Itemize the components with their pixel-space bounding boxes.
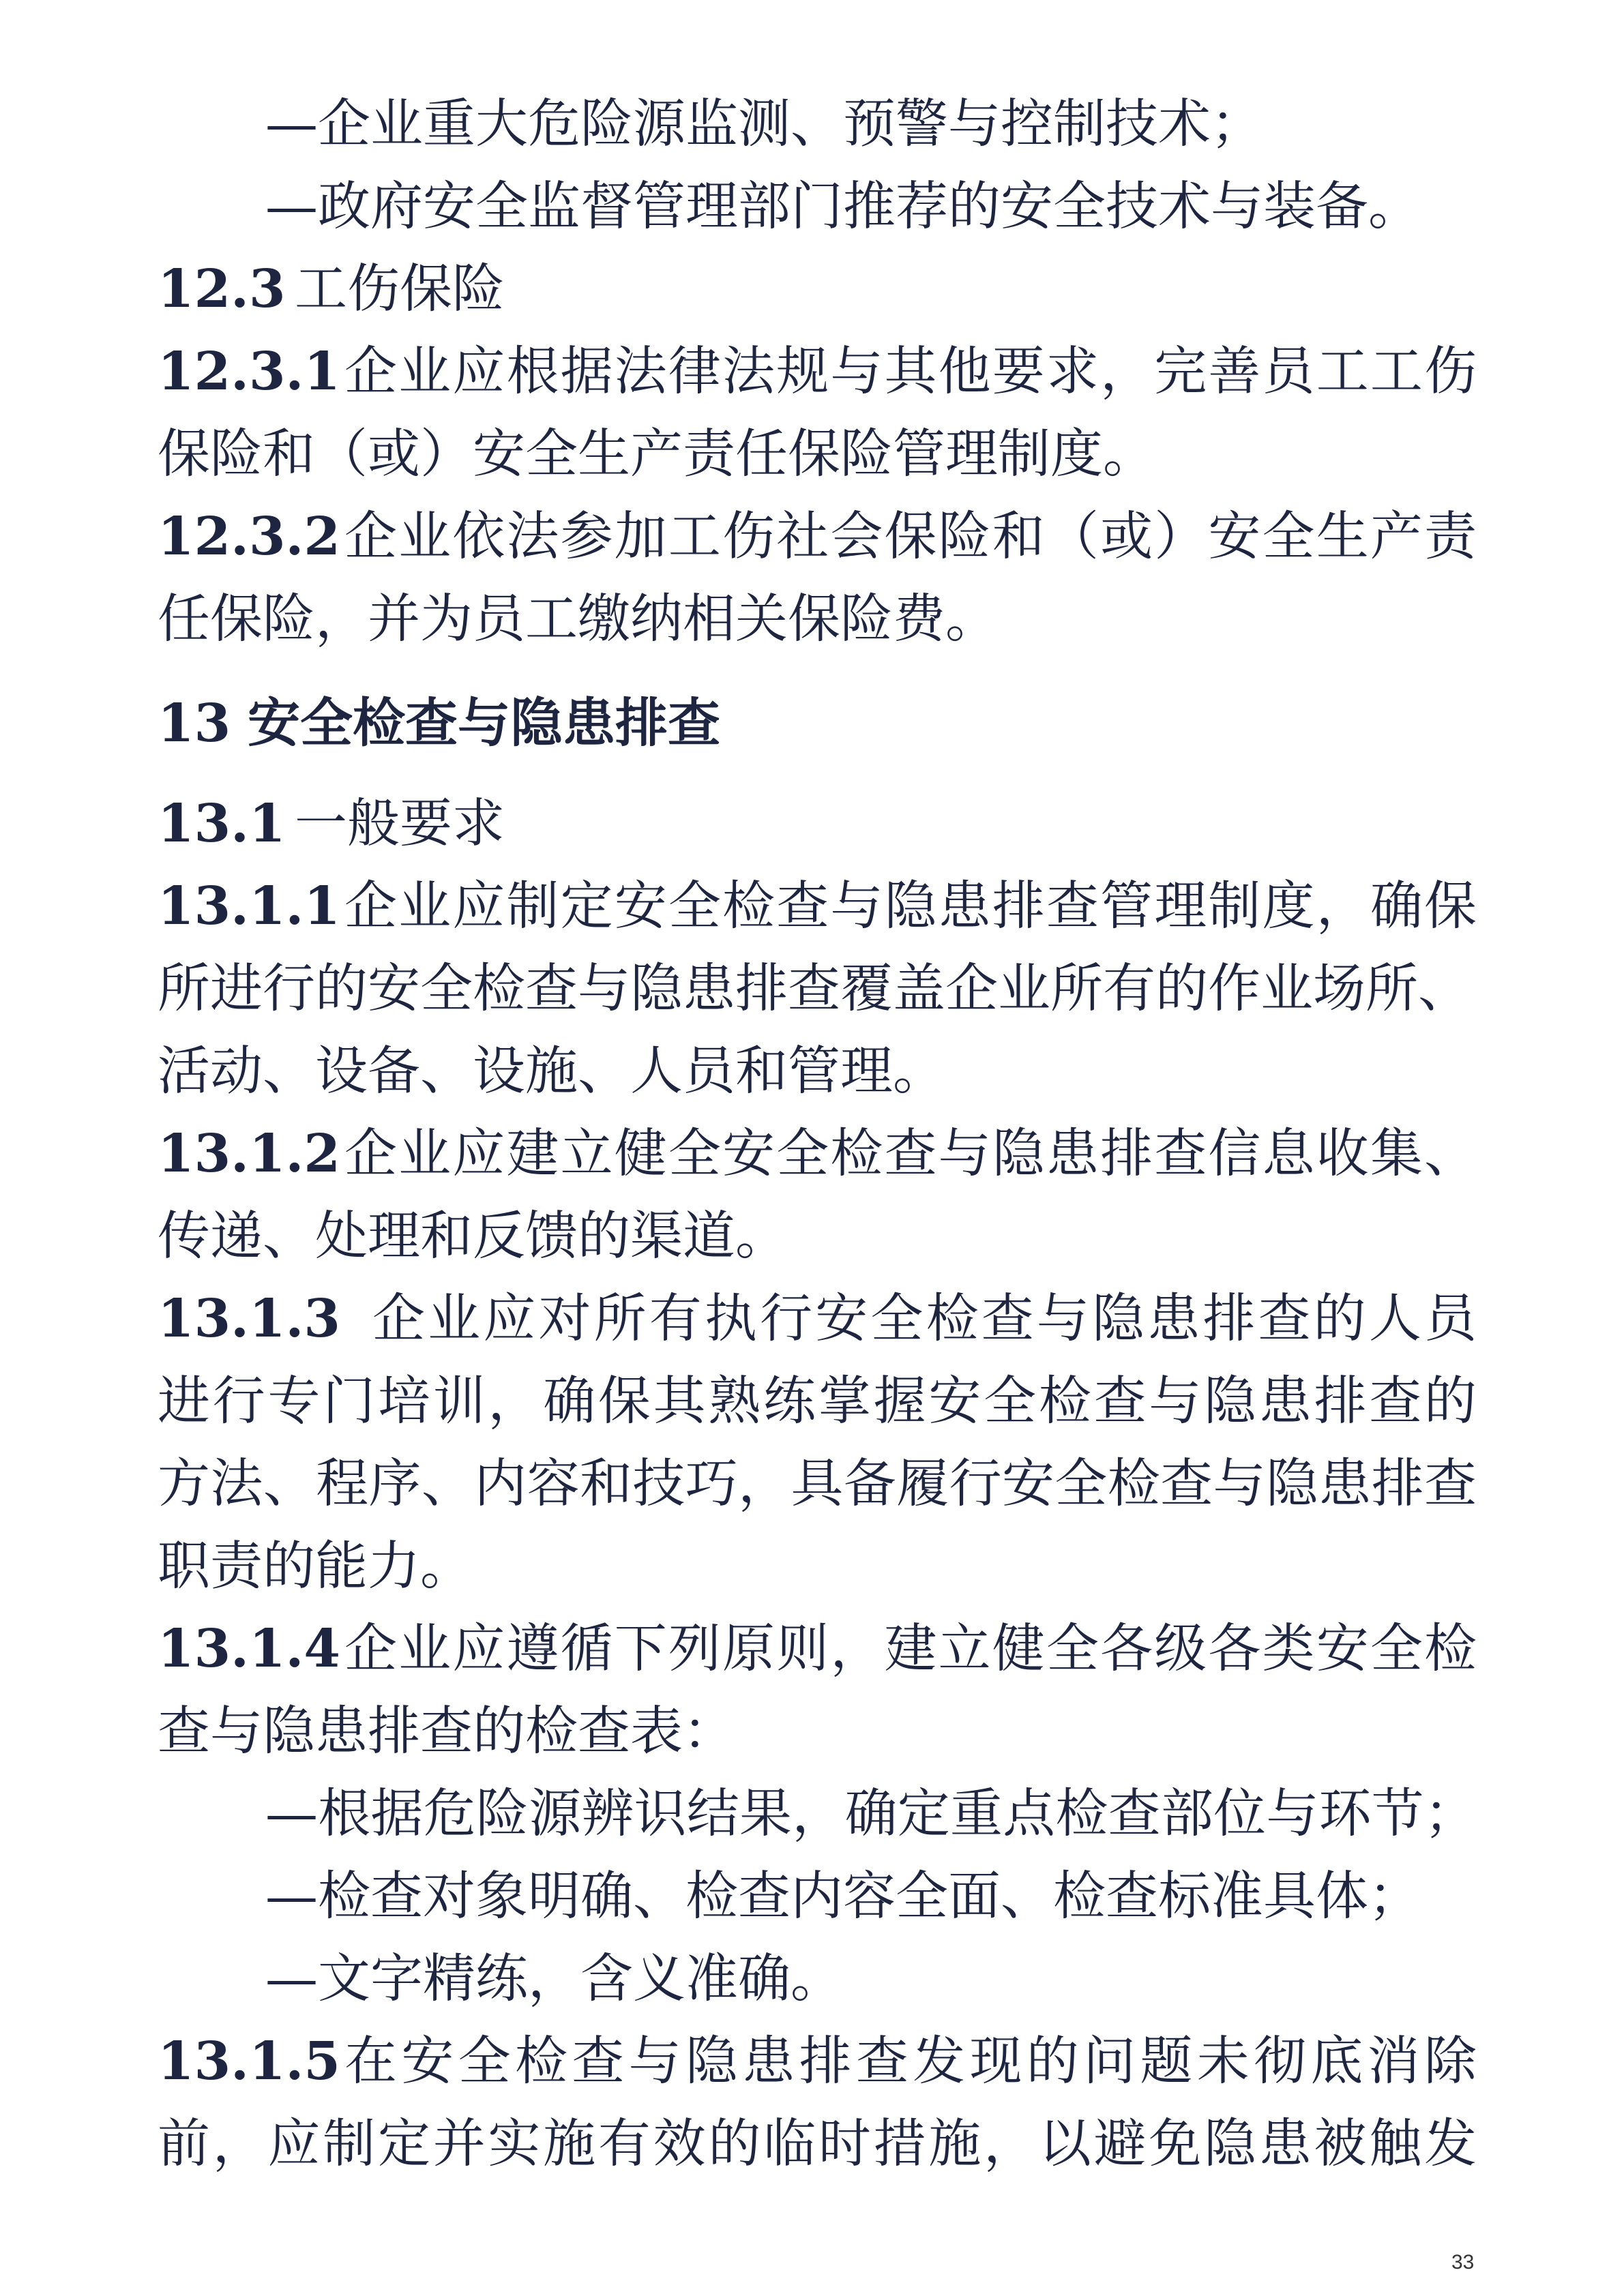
list-item-line xyxy=(158,83,1477,166)
section-heading xyxy=(158,683,1477,765)
clause-text: 任保险，并为员工缴纳相关保险费。 xyxy=(158,589,998,650)
clause-text: 前，应制定并实施有效的临时措施，以避免隐患被触发 xyxy=(158,2114,1477,2175)
clause-text: 企业应制定安全检查与隐患排查管理制度，确保 xyxy=(344,876,1477,937)
clause-number: 13.1.2 xyxy=(158,1123,340,1184)
section-number: 13 xyxy=(158,693,231,754)
clause-line xyxy=(158,413,1477,496)
clause-line xyxy=(158,496,1477,578)
clause-text: 保险和（或）安全生产责任保险管理制度。 xyxy=(158,424,1155,485)
clause-text: 活动、设备、设施、人员和管理。 xyxy=(158,1041,945,1102)
page-number: 33 xyxy=(1451,2251,1475,2273)
clause-number: 12.3.1 xyxy=(158,341,340,402)
clause-text: 方法、程序、内容和技巧，具备履行安全检查与隐患排查 xyxy=(158,1454,1477,1515)
clause-line xyxy=(158,1360,1477,1443)
list-item-text: —企业重大危险源监测、预警与控制技术； xyxy=(265,94,1263,155)
list-item-text: —根据危险源辨识结果，确定重点检查部位与环节； xyxy=(265,1784,1477,1845)
list-item-text: —政府安全监督管理部门推荐的安全技术与装备。 xyxy=(265,177,1421,237)
list-item-line xyxy=(158,166,1477,248)
clause-line xyxy=(158,1278,1477,1360)
clause-line xyxy=(158,1443,1477,1525)
clause-text: 进行专门培训，确保其熟练掌握安全检查与隐患排查的 xyxy=(158,1371,1477,1432)
clause-line xyxy=(158,865,1477,948)
clause-number: 12.3 xyxy=(158,258,286,320)
clause-number: 13.1.5 xyxy=(158,2031,340,2092)
clause-text: 企业依法参加工伤社会保险和（或）安全生产责 xyxy=(344,507,1477,567)
clause-number: 13.1.3 xyxy=(158,1288,340,1350)
document-body xyxy=(158,83,1477,2186)
subsection-heading xyxy=(158,783,1477,865)
clause-line xyxy=(158,948,1477,1030)
clause-line xyxy=(158,1030,1477,1113)
clause-text: 所进行的安全检查与隐患排查覆盖企业所有的作业场所、 xyxy=(158,959,1471,1019)
clause-line xyxy=(158,1608,1477,1690)
clause-line xyxy=(158,578,1477,661)
clause-text: 在安全检查与隐患排查发现的问题未彻底消除 xyxy=(344,2031,1477,2092)
list-item-text: —文字精练，含义准确。 xyxy=(265,1949,843,2010)
clause-text: 查与隐患排查的检查表： xyxy=(158,1701,735,1762)
clause-text: 企业应对所有执行安全检查与隐患排查的人员 xyxy=(372,1289,1477,1350)
section-title: 安全检查与隐患排查 xyxy=(248,693,720,754)
clause-line xyxy=(158,1195,1477,1278)
clause-text: 企业应遵循下列原则，建立健全各级各类安全检 xyxy=(344,1619,1477,1680)
clause-number: 13.1.4 xyxy=(158,1618,340,1680)
subsection-title: 一般要求 xyxy=(295,794,505,854)
subsection-title: 工伤保险 xyxy=(295,259,505,320)
clause-line xyxy=(158,2021,1477,2103)
clause-number: 13.1 xyxy=(158,793,286,854)
clause-number: 12.3.2 xyxy=(158,506,340,567)
clause-text: 传递、处理和反馈的渠道。 xyxy=(158,1206,788,1267)
clause-line xyxy=(158,1113,1477,1195)
clause-line xyxy=(158,1690,1477,1773)
list-item-line xyxy=(158,1938,1477,2021)
clause-text: 企业应根据法律法规与其他要求，完善员工工伤 xyxy=(344,342,1477,402)
list-item-text: —检查对象明确、检查内容全面、检查标准具体； xyxy=(265,1866,1421,1927)
clause-line xyxy=(158,2103,1477,2186)
clause-number: 13.1.1 xyxy=(158,876,340,937)
list-item-line xyxy=(158,1855,1477,1938)
list-item-line xyxy=(158,1773,1477,1855)
clause-text: 企业应建立健全安全检查与隐患排查信息收集、 xyxy=(344,1124,1477,1184)
clause-line xyxy=(158,331,1477,413)
clause-line xyxy=(158,1525,1477,1608)
clause-text: 职责的能力。 xyxy=(158,1536,473,1597)
subsection-heading xyxy=(158,248,1477,331)
